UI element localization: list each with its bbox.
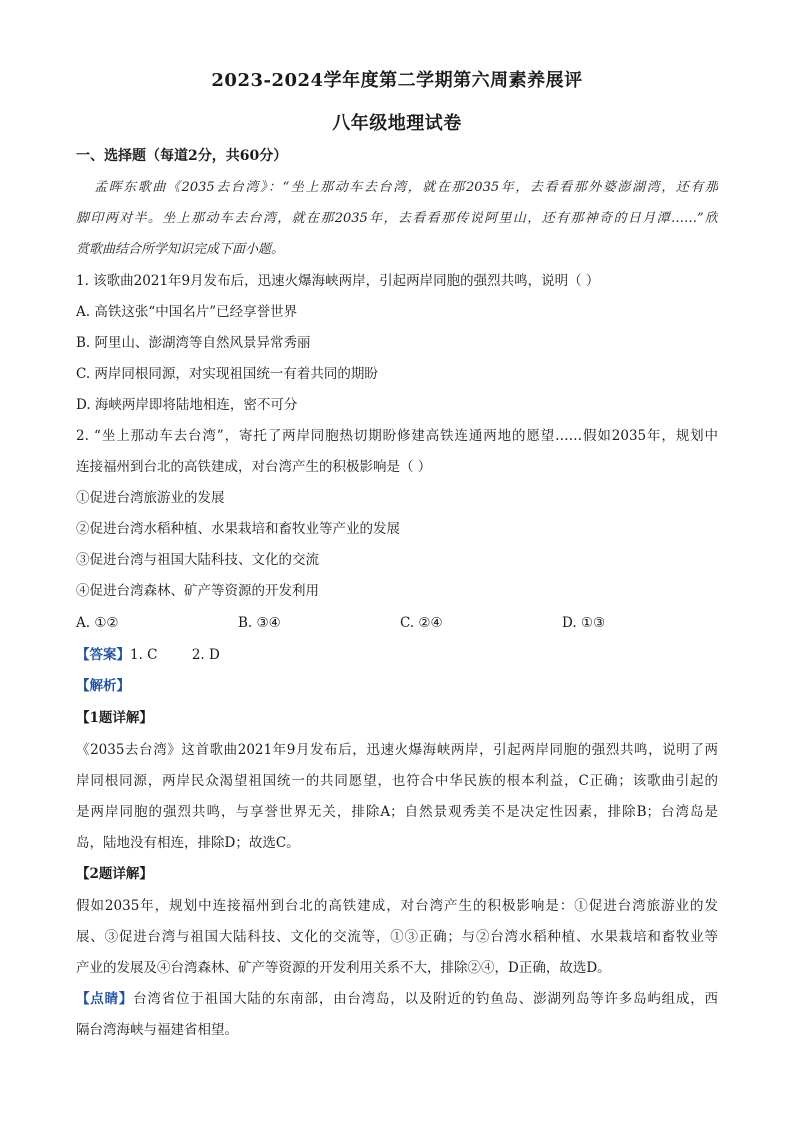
answer-text: 1. C 2. D (130, 647, 220, 663)
question-2-item: ④促进台湾森林、矿产等资源的开发利用 (76, 583, 319, 599)
question-2-item: ③促进台湾与祖国大陆科技、文化的交流 (76, 552, 319, 568)
question-1-option-c: C. 两岸同根同源，对实现祖国统一有着共同的期盼 (76, 366, 378, 382)
question-2-option-c: C. ②④ (400, 615, 443, 631)
question-2-item: ①促进台湾旅游业的发展 (76, 490, 225, 506)
q2-detail-label: 【2题详解】 (76, 866, 153, 882)
intro-line: 赏歌曲结合所学知识完成下面小题。 (76, 242, 285, 257)
answer-label: 【答案】 (76, 647, 130, 663)
tip-line: 隔台湾海峡与福建省相望。 (76, 1022, 238, 1038)
question-1-stem: 1. 该歌曲2021年9月发布后，迅速火爆海峡两岸，引起两岸同胞的强烈共鸣，说明（ ） (76, 273, 600, 289)
question-2-option-d: D. ①③ (562, 615, 606, 631)
analysis-line: 岛，陆地没有相连，排除D；故选C。 (76, 835, 300, 851)
question-1-option-d: D. 海峡两岸即将陆地相连，密不可分 (76, 397, 298, 413)
question-2-stem: 连接福州到台北的高铁建成，对台湾产生的积极影响是（ ） (76, 459, 432, 475)
tip-label: 【点睛】 (76, 991, 134, 1007)
answer-line (76, 645, 718, 665)
q1-detail-label: 【1题详解】 (76, 710, 153, 726)
document-subtitle: 八年级地理试卷 (332, 113, 462, 134)
analysis-line: 假如2035年，规划中连接福州到台北的高铁建成，对台湾产生的积极影响是：①促进台湾旅游业的发 (76, 898, 718, 914)
question-1-option-a: A. 高铁这张“中国名片”已经享誉世界 (76, 304, 298, 320)
analysis-label: 【解析】 (76, 678, 130, 694)
analysis-line: 产业的发展及④台湾森林、矿产等资源的开发利用关系不大，排除②④，D正确，故选D。 (76, 960, 611, 976)
question-2-stem: 2. “坐上那动车去台湾”，寄托了两岸同胞热切期盼修建高铁连通两地的愿望……假如2035年，规划中 (76, 428, 718, 444)
tip-line (76, 989, 718, 1009)
question-1-option-b: B. 阿里山、澎湖湾等自然风景异常秀丽 (76, 335, 311, 351)
intro-line: 孟晖东歌曲《2035去台湾》：“坐上那动车去台湾，就在那2035年，去看看那外婆澎湖湾，还有那 (94, 180, 718, 195)
question-2-item: ②促进台湾水稻种植、水果栽培和畜牧业等产业的发展 (76, 521, 400, 537)
question-2-option-a: A. ①② (76, 615, 119, 631)
analysis-line: 展、③促进台湾与祖国大陆科技、文化的交流等，①③正确；与②台湾水稻种植、水果栽培和畜牧业等 (76, 929, 718, 945)
question-2-option-b: B. ③④ (238, 615, 281, 631)
tip-text: 台湾省位于祖国大陆的东南部，由台湾岛，以及附近的钓鱼岛、澎湖列岛等许多岛屿组成，西 (133, 991, 718, 1007)
section-heading: 一、选择题（每道2分，共60分） (76, 148, 288, 164)
analysis-line: 岸同根同源，两岸民众渴望祖国统一的共同愿望，也符合中华民族的根本利益，C正确；该歌曲引起的 (76, 773, 718, 789)
intro-line: 脚印两对半。坐上那动车去台湾，就在那2035年，去看看那传说阿里山，还有那神奇的日月潭……”欣 (76, 211, 718, 226)
document-title: 2023-2024学年度第二学期第六周素养展评 (211, 70, 583, 91)
analysis-line: 《2035去台湾》这首歌曲2021年9月发布后，迅速火爆海峡两岸，引起两岸同胞的强烈共鸣，说明了两 (76, 742, 718, 758)
analysis-line: 是两岸同胞的强烈共鸣，与享誉世界无关，排除A；自然景观秀美不是决定性因素，排除B；台湾岛是 (76, 804, 718, 820)
